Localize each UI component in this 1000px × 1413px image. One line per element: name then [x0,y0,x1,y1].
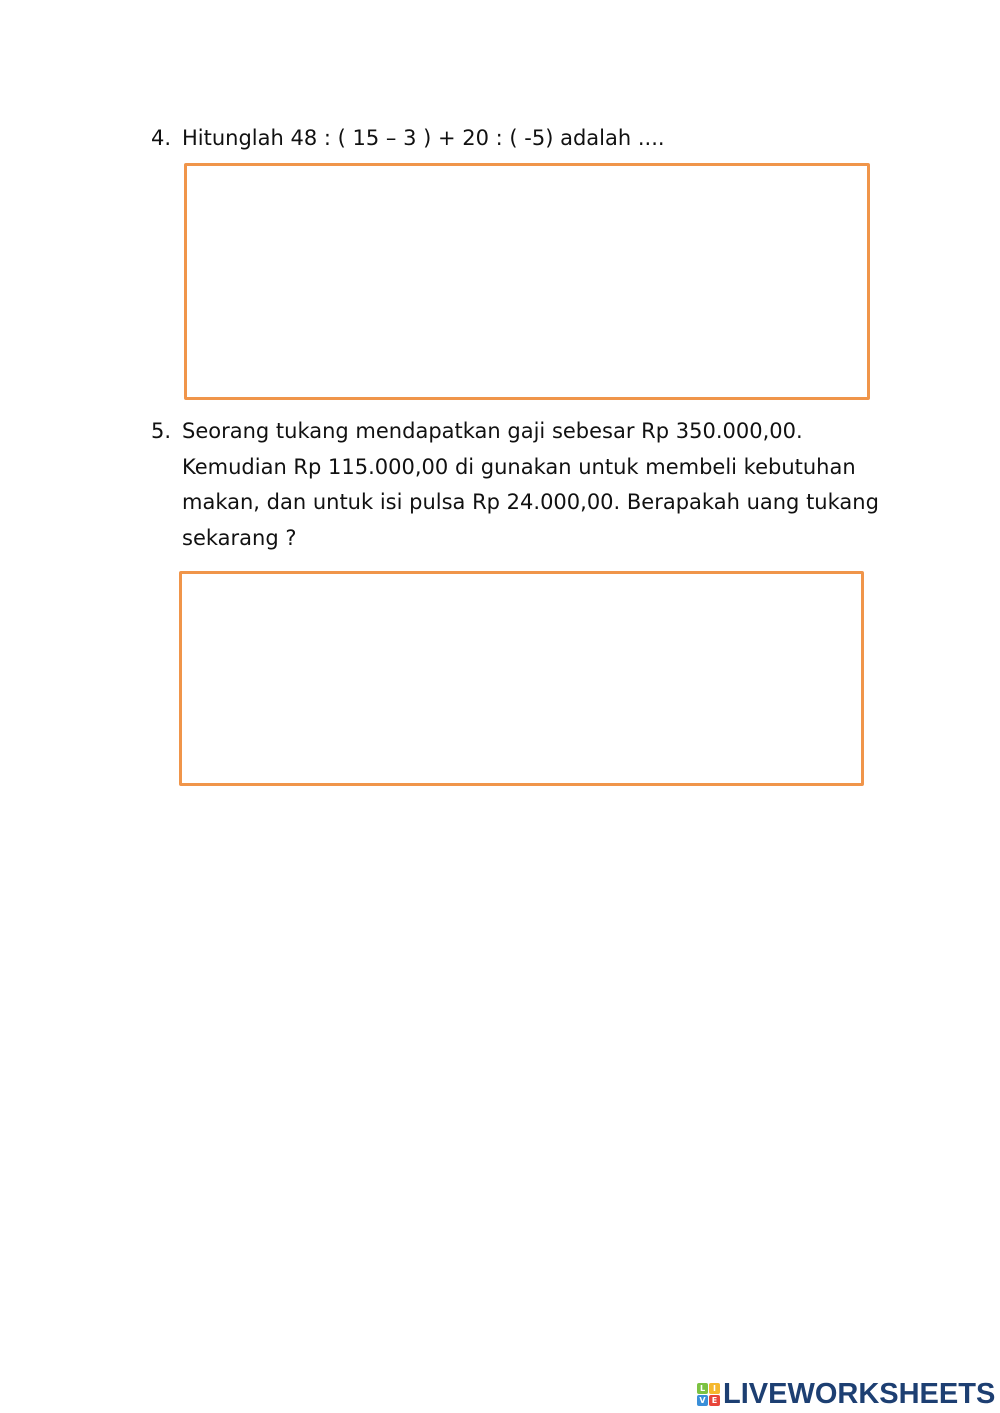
question-line: Seorang tukang mendapatkan gaji sebesar Rp 350.000,00. [182,419,803,443]
answer-box-5[interactable] [179,571,864,786]
logo-letter: V [697,1395,708,1406]
question-5 [151,414,879,556]
question-number: 5. [151,419,172,443]
liveworksheets-logo [697,1378,995,1411]
question-number: 4. [151,126,172,150]
logo-icon [697,1383,720,1406]
question-line: sekarang ? [182,525,297,550]
logo-letter: L [697,1383,708,1394]
logo-text: LIVEWORKSHEETS [723,1378,996,1410]
answer-box-4[interactable] [184,163,870,400]
question-line: makan, dan untuk isi pulsa Rp 24.000,00. Berapakah uang tukang [182,490,879,514]
question-text: Hitunglah 48 : ( 15 – 3 ) + 20 : ( -5) adalah .... [182,126,665,150]
logo-letter: I [709,1383,720,1394]
question-4 [151,121,665,157]
logo-letter: E [709,1395,720,1406]
question-line: Kemudian Rp 115.000,00 di gunakan untuk membeli kebutuhan [182,454,856,479]
